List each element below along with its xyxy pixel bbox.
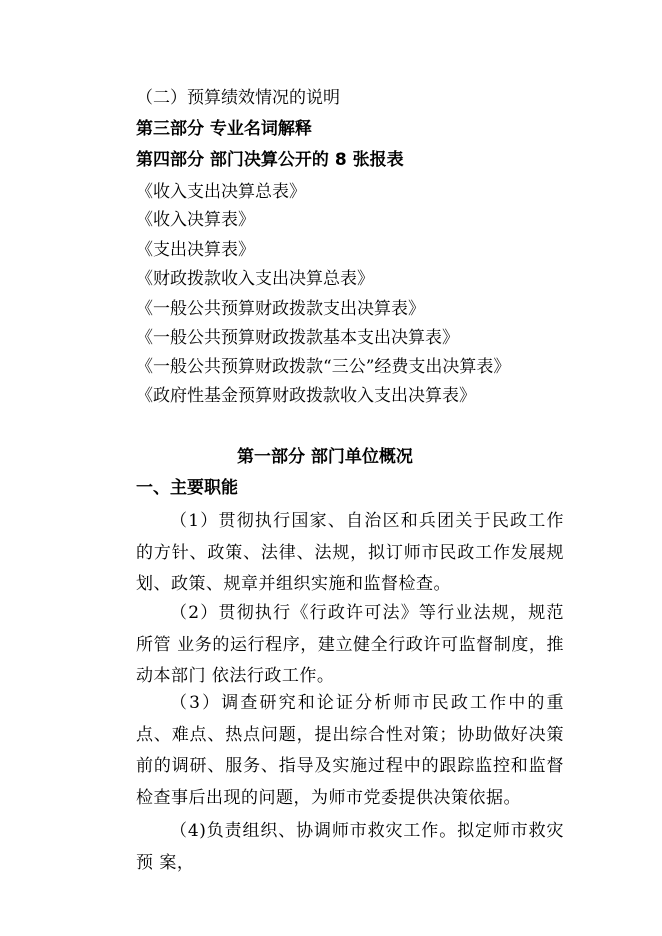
body-paragraph: （4)负责组织、协调师市救灾工作。拟定师市救灾预 案， — [136, 821, 564, 873]
section-title: 第一部分 部门单位概况 — [237, 447, 413, 467]
report-title-item: 《一般公共预算财政拨款“三公”经费支出决算表》 — [136, 357, 511, 377]
report-title-item: 《政府性基金预算财政拨款收入支出决算表》 — [136, 386, 476, 406]
body-paragraph: （1）贯彻执行国家、自治区和兵团关于民政工作的方针、政策、法律、法规，拟订师市民政工作发展规划、政策、规章并组织实施和监督检查。 — [136, 511, 564, 594]
body-paragraph: （2）贯彻执行《行政许可法》等行业法规，规范所管 业务的运行程序，建立健全行政许可监督制度，推动本部门 依法行政工作。 — [136, 603, 564, 686]
report-title-item: 《支出决算表》 — [136, 240, 255, 260]
report-title-item: 《财政拨款收入支出决算总表》 — [136, 269, 374, 289]
toc-part4-heading: 第四部分 部门决算公开的 8 张报表 — [136, 150, 404, 170]
report-title-item: 《一般公共预算财政拨款支出决算表》 — [136, 299, 425, 319]
toc-item-budget-performance: （二）预算绩效情况的说明 — [136, 88, 340, 108]
report-title-item: 《一般公共预算财政拨款基本支出决算表》 — [136, 328, 459, 348]
toc-part3-heading: 第三部分 专业名词解释 — [136, 119, 312, 139]
body-paragraph: （3）调查研究和论证分析师市民政工作中的重点、难点、热点问题，提出综合性对策；协助做好决策前的调研、服务、指导及实施过程中的跟踪监控和监督检查事后出现的问题，为师市党委提供决策依据。 — [136, 693, 564, 808]
section-heading: 一、主要职能 — [136, 478, 238, 498]
report-title-item: 《收入决算表》 — [136, 210, 255, 230]
report-title-item: 《收入支出决算总表》 — [136, 182, 306, 202]
